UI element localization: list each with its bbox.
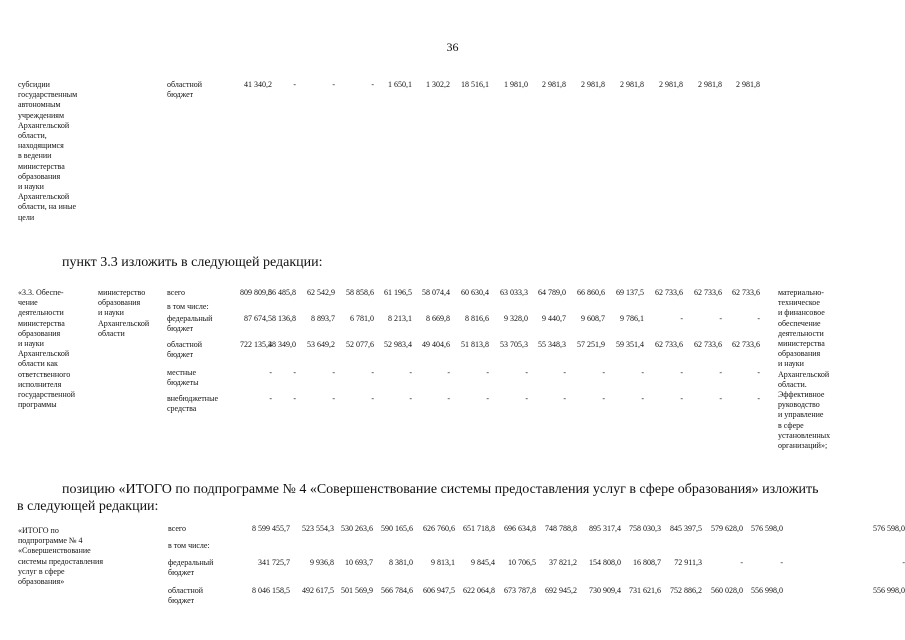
row-value: 560 028,0 bbox=[711, 586, 743, 595]
row-value: - bbox=[293, 368, 296, 377]
row-value: 556 998,0 bbox=[751, 586, 783, 595]
row-value: 49 404,6 bbox=[422, 340, 450, 349]
row-value: 8 816,6 bbox=[465, 314, 489, 323]
row-value: 1 981,0 bbox=[504, 80, 528, 89]
row-value: 57 251,9 bbox=[577, 340, 605, 349]
row-value: 523 554,3 bbox=[302, 524, 334, 533]
row-value: 2 981,8 bbox=[620, 80, 644, 89]
page-number: 36 bbox=[446, 40, 459, 54]
row-value: 62 733,6 bbox=[732, 288, 760, 297]
row-label: областной бюджет bbox=[168, 586, 204, 606]
row-value: 579 628,0 bbox=[711, 524, 743, 533]
row-value: 673 787,8 bbox=[504, 586, 536, 595]
row-value: 62 733,6 bbox=[732, 340, 760, 349]
row-value: 52 077,6 bbox=[346, 340, 374, 349]
row-value: 590 165,6 bbox=[381, 524, 413, 533]
row-value: 651 718,8 bbox=[463, 524, 495, 533]
row-value: 8 599 455,7 bbox=[252, 524, 290, 533]
row-value: 626 760,6 bbox=[423, 524, 455, 533]
row-value: 62 733,6 bbox=[694, 340, 722, 349]
row-value: - bbox=[602, 394, 605, 403]
row-value: 69 137,5 bbox=[616, 288, 644, 297]
row-value: 696 634,8 bbox=[504, 524, 536, 533]
row-value: 501 569,9 bbox=[341, 586, 373, 595]
row-value: - bbox=[641, 394, 644, 403]
row-value: 72 911,3 bbox=[674, 558, 702, 567]
row-value: - bbox=[332, 394, 335, 403]
row-value: - bbox=[719, 314, 722, 323]
row-value: - bbox=[719, 368, 722, 377]
row-value: 87 674,5 bbox=[244, 314, 272, 323]
row-value: 2 981,8 bbox=[581, 80, 605, 89]
row-value: - bbox=[269, 394, 272, 403]
row-value: 492 617,5 bbox=[302, 586, 334, 595]
row-value: - bbox=[563, 394, 566, 403]
row-value: 730 909,4 bbox=[589, 586, 621, 595]
row-value: 51 813,8 bbox=[461, 340, 489, 349]
row-value: - bbox=[371, 394, 374, 403]
row-value: - bbox=[269, 368, 272, 377]
row-value: - bbox=[332, 80, 335, 89]
row-value: 59 351,4 bbox=[616, 340, 644, 349]
row-value: 16 808,7 bbox=[633, 558, 661, 567]
instruction-2-line2: в следующей редакции: bbox=[17, 499, 159, 514]
row-label: федеральный бюджет bbox=[168, 558, 214, 578]
row-value: 566 784,6 bbox=[381, 586, 413, 595]
row-label: внебюджетные средства bbox=[167, 394, 218, 414]
row-value: 8 669,8 bbox=[426, 314, 450, 323]
row-value: - bbox=[780, 558, 783, 567]
row-value: 64 789,0 bbox=[538, 288, 566, 297]
row-value: - bbox=[486, 368, 489, 377]
row-value: 576 598,0 bbox=[751, 524, 783, 533]
instruction-1: пункт 3.3 изложить в следующей редакции: bbox=[62, 255, 323, 270]
row-value: 722 135,3 bbox=[240, 340, 272, 349]
row-value: 58 074,4 bbox=[422, 288, 450, 297]
row-value: 8 893,7 bbox=[311, 314, 335, 323]
row-value: - bbox=[409, 368, 412, 377]
row-value: 37 821,2 bbox=[549, 558, 577, 567]
row-value: 63 033,3 bbox=[500, 288, 528, 297]
row-value: 62 733,6 bbox=[694, 288, 722, 297]
row-value: 61 196,5 bbox=[384, 288, 412, 297]
row-value: 66 860,6 bbox=[577, 288, 605, 297]
row-value: 2 981,8 bbox=[659, 80, 683, 89]
row-label: федеральный бюджет bbox=[167, 314, 213, 334]
row-value: - bbox=[680, 394, 683, 403]
row-value: 55 348,3 bbox=[538, 340, 566, 349]
block2-executor: министерство образования и науки Архангельской области bbox=[98, 288, 150, 338]
row-value: 6 781,0 bbox=[350, 314, 374, 323]
row-value: 2 981,8 bbox=[698, 80, 722, 89]
row-value: - bbox=[293, 394, 296, 403]
row-value: - bbox=[680, 368, 683, 377]
row-value: - bbox=[332, 368, 335, 377]
row-value: 9 440,7 bbox=[542, 314, 566, 323]
row-value: 9 813,1 bbox=[431, 558, 455, 567]
row-value: - bbox=[486, 394, 489, 403]
row-value: 895 317,4 bbox=[589, 524, 621, 533]
row-value: - bbox=[293, 80, 296, 89]
row-value: 1 650,1 bbox=[388, 80, 412, 89]
row-label: всего bbox=[168, 524, 187, 533]
row-value: - bbox=[371, 80, 374, 89]
row-value: 1 302,2 bbox=[426, 80, 450, 89]
row-value: 53 649,2 bbox=[307, 340, 335, 349]
row-value: - bbox=[719, 394, 722, 403]
block3-name: «ИТОГО по подпрограмме № 4 «Совершенствование системы предоставления услуг в сфере образования» bbox=[18, 526, 104, 587]
row-value: - bbox=[525, 368, 528, 377]
row-value: 58 858,6 bbox=[346, 288, 374, 297]
row-value: 9 845,4 bbox=[471, 558, 495, 567]
row-value: 758 030,3 bbox=[629, 524, 661, 533]
row-value: - bbox=[757, 394, 760, 403]
row-value: 9 328,0 bbox=[504, 314, 528, 323]
row-value: - bbox=[902, 558, 905, 567]
row-value: 62 733,6 bbox=[655, 340, 683, 349]
row-value: 48 349,0 bbox=[268, 340, 296, 349]
row-value: 606 947,5 bbox=[423, 586, 455, 595]
row-value: - bbox=[641, 368, 644, 377]
row-value: 8 213,1 bbox=[388, 314, 412, 323]
row-value: 748 788,8 bbox=[545, 524, 577, 533]
row-value: 530 263,6 bbox=[341, 524, 373, 533]
row-value: 809 809,8 bbox=[240, 288, 272, 297]
row-value: 52 983,4 bbox=[384, 340, 412, 349]
row-label: в том числе: bbox=[168, 541, 210, 550]
row-value: 9 608,7 bbox=[581, 314, 605, 323]
row-value: 752 886,2 bbox=[670, 586, 702, 595]
row-value: 9 936,8 bbox=[310, 558, 334, 567]
block1-name: субсидии государственным автономным учреждениям Архангельской области, находящимся в ведении министерства образования и науки Архангельской области, на иные цели bbox=[18, 80, 78, 222]
row-value: 2 981,8 bbox=[542, 80, 566, 89]
block2-name: «3.3. Обеспе- чение деятельности министерства образования и науки Архангельской области как ответственного исполнителя государственной программы bbox=[18, 288, 76, 410]
block2-result: материально- техническое и финансовое обеспечение деятельности министерства образования и науки Архангельской области. Эффективное руководство и управление в сфере установленных организаций»; bbox=[778, 288, 831, 451]
row-value: 556 998,0 bbox=[873, 586, 905, 595]
row-value: 8 046 158,5 bbox=[252, 586, 290, 595]
row-value: 154 808,0 bbox=[589, 558, 621, 567]
instruction-2-line1: позицию «ИТОГО по подпрограмме № 4 «Совершенствование системы предоставления услуг в сфере образования» изложить bbox=[62, 482, 819, 497]
row-value: 41 340,2 bbox=[244, 80, 272, 89]
row-label: областной бюджет bbox=[167, 80, 203, 100]
row-label: областной бюджет bbox=[167, 340, 203, 360]
row-value: - bbox=[371, 368, 374, 377]
row-value: 62 733,6 bbox=[655, 288, 683, 297]
row-value: - bbox=[409, 394, 412, 403]
row-value: 692 945,2 bbox=[545, 586, 577, 595]
row-value: - bbox=[602, 368, 605, 377]
row-value: - bbox=[525, 394, 528, 403]
row-value: - bbox=[757, 314, 760, 323]
row-value: - bbox=[447, 368, 450, 377]
row-value: 10 706,5 bbox=[508, 558, 536, 567]
row-value: 341 725,7 bbox=[258, 558, 290, 567]
row-value: 9 786,1 bbox=[620, 314, 644, 323]
row-value: 845 397,5 bbox=[670, 524, 702, 533]
row-value: 60 630,4 bbox=[461, 288, 489, 297]
row-label: всего bbox=[167, 288, 186, 297]
row-value: 8 136,8 bbox=[272, 314, 296, 323]
row-value: - bbox=[680, 314, 683, 323]
row-value: 53 705,3 bbox=[500, 340, 528, 349]
row-value: 2 981,8 bbox=[736, 80, 760, 89]
row-value: 8 381,0 bbox=[389, 558, 413, 567]
row-value: 10 693,7 bbox=[345, 558, 373, 567]
row-value: 731 621,6 bbox=[629, 586, 661, 595]
row-value: 622 064,8 bbox=[463, 586, 495, 595]
row-value: - bbox=[757, 368, 760, 377]
row-value: - bbox=[740, 558, 743, 567]
row-value: 56 485,8 bbox=[268, 288, 296, 297]
row-value: - bbox=[447, 394, 450, 403]
row-value: 18 516,1 bbox=[461, 80, 489, 89]
row-value: 62 542,9 bbox=[307, 288, 335, 297]
row-value: - bbox=[563, 368, 566, 377]
row-value: 576 598,0 bbox=[873, 524, 905, 533]
row-label: местные бюджеты bbox=[167, 368, 199, 388]
row-label: в том числе: bbox=[167, 302, 209, 311]
